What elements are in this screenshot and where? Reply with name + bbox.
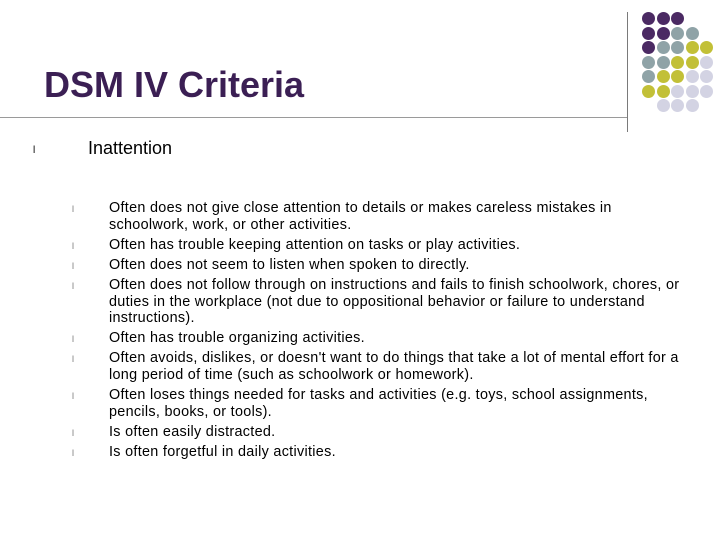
decorative-dot bbox=[671, 56, 684, 69]
list-item-text: Often avoids, dislikes, or doesn't want to do things that take a lot of mental effort for a long period of time (such as schoolwork or homework). bbox=[109, 350, 679, 384]
title-divider bbox=[0, 117, 627, 118]
bullet-marker: l bbox=[72, 427, 74, 438]
decorative-dot bbox=[686, 27, 699, 40]
list-item bbox=[0, 424, 720, 441]
decorative-dot bbox=[686, 56, 699, 69]
decorative-dot bbox=[642, 70, 655, 83]
bullet-marker: l bbox=[72, 334, 74, 345]
decorative-dot bbox=[642, 56, 655, 69]
decorative-dot bbox=[671, 41, 684, 54]
decorative-dot bbox=[686, 85, 699, 98]
decorative-dot bbox=[657, 41, 670, 54]
bullet-marker: l bbox=[72, 391, 74, 402]
decorative-dot bbox=[642, 12, 655, 25]
decorative-dot bbox=[657, 70, 670, 83]
bullet-marker: l bbox=[72, 354, 74, 365]
bullet-marker: l bbox=[72, 240, 74, 251]
decorative-dot bbox=[700, 41, 713, 54]
list-item-text: Is often easily distracted. bbox=[109, 423, 276, 440]
decorative-dot bbox=[671, 99, 684, 112]
list-item bbox=[0, 330, 720, 347]
criteria-list bbox=[0, 200, 720, 461]
list-item-text: Often does not follow through on instructions and fails to finish schoolwork, chores, or duties in the workplace (not due to oppositional behavior or failure to understand instructions). bbox=[109, 276, 680, 327]
decorative-dot bbox=[700, 56, 713, 69]
decorative-dot bbox=[657, 27, 670, 40]
list-item bbox=[0, 350, 720, 384]
list-item bbox=[0, 257, 720, 274]
list-item-text: Often has trouble keeping attention on tasks or play activities. bbox=[109, 236, 521, 253]
bullet-marker: l bbox=[72, 204, 74, 214]
decorative-dot bbox=[686, 41, 699, 54]
decorative-dot bbox=[686, 70, 699, 83]
list-item-text: Often does not seem to listen when spoken to directly. bbox=[109, 256, 470, 273]
bullet-marker: l bbox=[72, 260, 74, 271]
list-item bbox=[0, 277, 720, 327]
decorative-dot bbox=[700, 70, 713, 83]
decorative-dot bbox=[686, 99, 699, 112]
decorative-dot bbox=[642, 85, 655, 98]
main-bullet-marker: l bbox=[33, 145, 36, 156]
decorative-dot bbox=[657, 56, 670, 69]
list-item-text: Often does not give close attention to details or makes careless mistakes in schoolwork, work, or other activities. bbox=[109, 200, 612, 233]
list-item-text: Is often forgetful in daily activities. bbox=[109, 443, 336, 460]
decorative-dot bbox=[700, 85, 713, 98]
list-item bbox=[0, 444, 720, 461]
decorative-dot bbox=[671, 70, 684, 83]
decorative-dot bbox=[671, 27, 684, 40]
bullet-marker: l bbox=[72, 447, 74, 458]
slide-title: DSM IV Criteria bbox=[44, 64, 305, 105]
decorative-dot bbox=[657, 12, 670, 25]
decorative-dot bbox=[642, 41, 655, 54]
list-item bbox=[0, 237, 720, 254]
decorative-dot bbox=[671, 12, 684, 25]
decorative-dot bbox=[657, 99, 670, 112]
list-item bbox=[0, 200, 720, 234]
decorative-dot bbox=[642, 27, 655, 40]
decorative-dot bbox=[657, 85, 670, 98]
vertical-divider bbox=[627, 12, 628, 132]
section-heading: Inattention bbox=[88, 138, 173, 158]
list-item-text: Often loses things needed for tasks and activities (e.g. toys, school assignments, pencils, books, or tools). bbox=[109, 387, 648, 420]
list-item-text: Often has trouble organizing activities. bbox=[109, 330, 365, 347]
list-item bbox=[0, 387, 720, 421]
bullet-marker: l bbox=[72, 280, 74, 291]
decorative-dot bbox=[671, 85, 684, 98]
